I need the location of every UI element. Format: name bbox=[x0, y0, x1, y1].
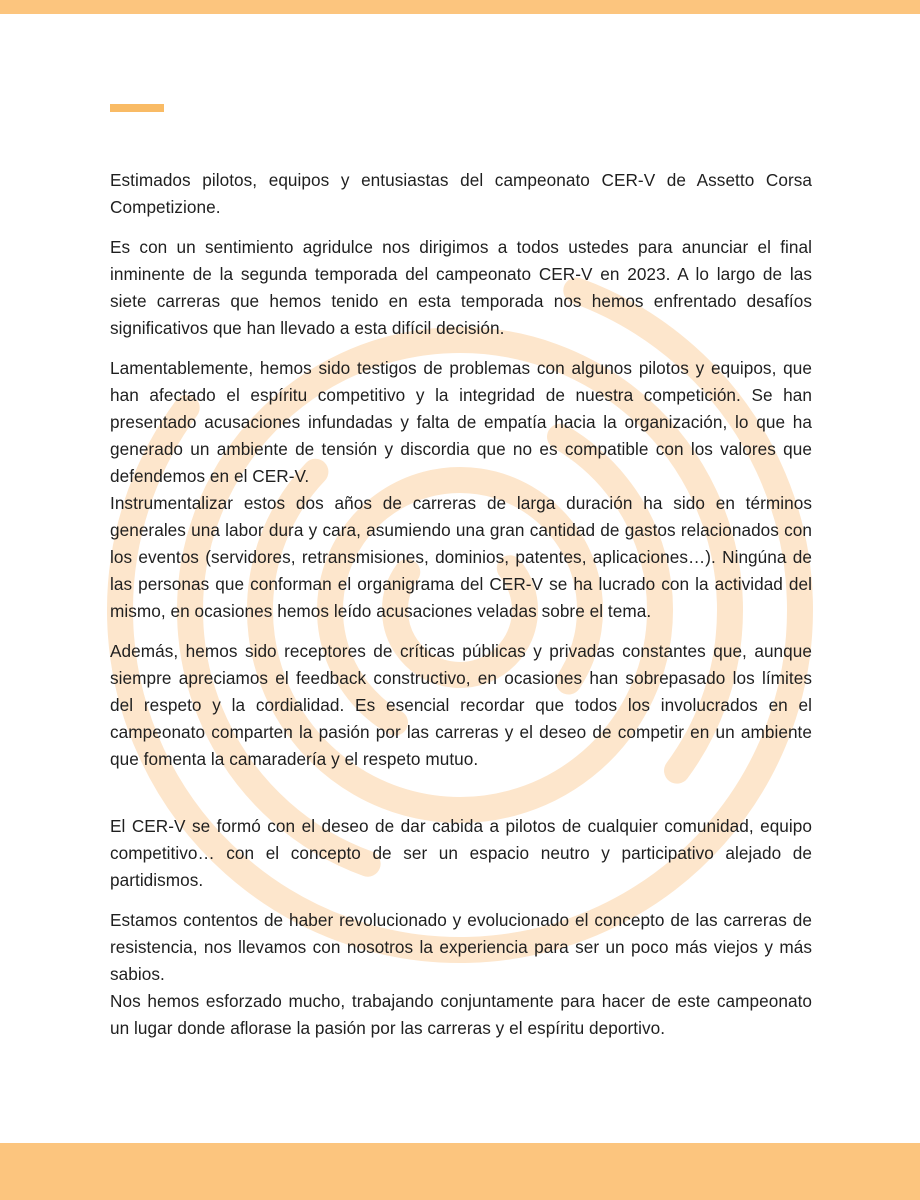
paragraph-origin: El CER-V se formó con el deseo de dar cabida a pilotos de cualquier comunidad, equipo competitivo… con el concepto de ser un espacio neutro y participativo alejado de partidismos. bbox=[110, 816, 812, 890]
letter-body bbox=[110, 167, 812, 1042]
paragraph-announcement: Es con un sentimiento agridulce nos dirigimos a todos ustedes para anunciar el final inminente de la segunda temporada del campeonato CER-V en 2023. A lo largo de las siete carreras que hemos tenido en esta temporada nos hemos enfrentado desafíos significativos que han llevado a esta difícil decisión. bbox=[110, 237, 812, 338]
top-accent-bar bbox=[0, 0, 920, 14]
bottom-accent-bar bbox=[0, 1143, 920, 1200]
paragraph-costs: Instrumentalizar estos dos años de carreras de larga duración ha sido en términos generales una labor dura y cara, asumiendo una gran cantidad de gastos relacionados con los eventos (servidores, retransmisiones, dominios, patentes, aplicaciones…). Ningúna de las personas que conforman el organigrama del CER-V se ha lucrado con la actividad del mismo, en ocasiones hemos leído acusaciones veladas sobre el tema. bbox=[110, 493, 812, 621]
paragraph-achievements: Estamos contentos de haber revolucionado y evolucionado el concepto de las carreras de resistencia, nos llevamos con nosotros la experiencia para ser un poco más viejos y más sabios. bbox=[110, 910, 812, 984]
paragraph-criticism: Además, hemos sido receptores de críticas públicas y privadas constantes que, aunque siempre apreciamos el feedback constructivo, en ocasiones han sobrepasado los límites del respeto y la cordialidad. Es esencial recordar que todos los involucrados en el campeonato comparten la pasión por las carreras y el deseo de competir en un ambiente que fomenta la camaradería y el respeto mutuo. bbox=[110, 641, 812, 769]
heading-accent-dash bbox=[110, 104, 164, 112]
paragraph-problems: Lamentablemente, hemos sido testigos de problemas con algunos pilotos y equipos, que han afectado el espíritu competitivo y la integridad de nuestra competición. Se han presentado acusaciones infundadas y falta de empatía hacia la organización, lo que ha generado un ambiente de tensión y discordia que no es compatible con los valores que defendemos en el CER-V. bbox=[110, 358, 812, 486]
paragraph-closing: Nos hemos esforzado mucho, trabajando conjuntamente para hacer de este campeonato un lugar donde aflorase la pasión por las carreras y el espíritu deportivo. bbox=[110, 991, 812, 1038]
paragraph-greeting: Estimados pilotos, equipos y entusiastas del campeonato CER-V de Assetto Corsa Competizione. bbox=[110, 170, 812, 217]
